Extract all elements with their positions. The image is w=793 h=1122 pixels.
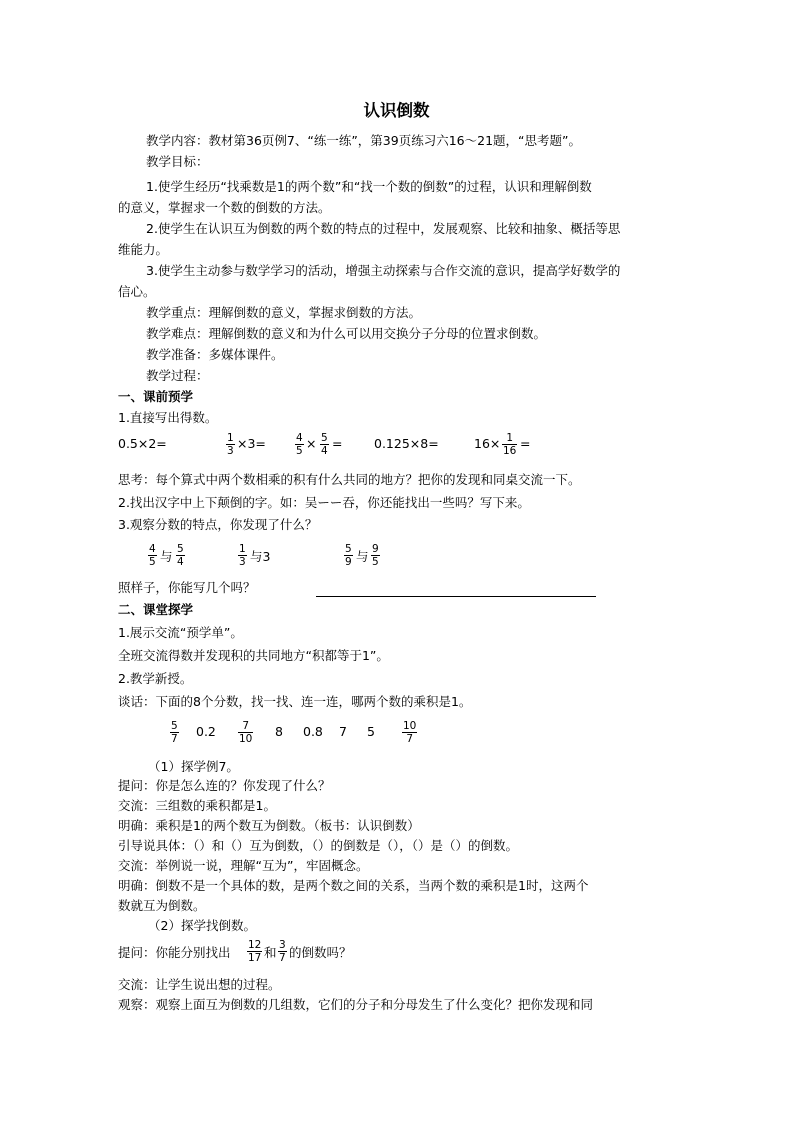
numerator: 3 <box>279 939 286 951</box>
denominator: 5 <box>149 556 156 568</box>
question-3: 3.观察分数的特点，你发现了什么？ <box>118 517 318 532</box>
number-item: 7 <box>339 724 347 739</box>
step-2: 2.教学新授。 <box>118 671 193 686</box>
key-point: 教学重点：理解倒数的意义，掌握求倒数的方法。 <box>146 305 422 320</box>
difficult-point: 教学难点：理解倒数的意义和为什么可以用交换分子分母的位置求倒数。 <box>146 326 547 341</box>
numerator: 1 <box>239 543 246 555</box>
denominator: 3 <box>227 445 234 457</box>
goal-2-line-2: 维能力。 <box>118 242 169 257</box>
denominator: 17 <box>248 952 262 964</box>
number-item <box>170 720 179 745</box>
numerator: 5 <box>177 543 184 555</box>
question-1: 1.直接写出得数。 <box>118 410 218 425</box>
denominator: 7 <box>279 952 286 964</box>
goal-3-line-1: 3.使学生主动参与数学学习的活动，增强主动探索与合作交流的意识，提高学好数学的 <box>146 263 621 278</box>
clarify-2-line-2: 数就互为倒数。 <box>118 898 206 913</box>
teaching-content: 教学内容：教材第36页例7、“练一练”，第39页练习六16～21题，“思考题”。 <box>146 133 581 148</box>
calc-equals: = <box>332 436 343 451</box>
goal-3-line-2: 信心。 <box>118 284 156 299</box>
pair-fraction <box>344 543 353 568</box>
number-item <box>238 720 253 745</box>
step-1-note: 全班交流得数并发现积的共同地方“积都等于1”。 <box>118 648 389 663</box>
number-item: 0.2 <box>196 724 216 739</box>
denominator: 10 <box>239 733 253 745</box>
goal-1-line-1: 1.使学生经历“找乘数是1的两个数”和“找一个数的倒数”的过程，认识和理解倒数 <box>146 179 592 194</box>
teaching-prep: 教学准备：多媒体课件。 <box>146 347 284 362</box>
number-item: 8 <box>275 724 283 739</box>
question-2: 2.找出汉字中上下颠倒的字。如：吴ーー吞，你还能找出一些吗？写下来。 <box>118 495 530 510</box>
pair-fraction <box>371 543 380 568</box>
numerator: 5 <box>321 432 328 444</box>
denominator: 16 <box>503 445 517 457</box>
number-item: 5 <box>367 724 375 739</box>
calc-operator: × <box>306 436 317 451</box>
calc-fraction <box>295 432 304 457</box>
exchange-2: 交流：举例说一说，理解“互为”，牢固概念。 <box>118 858 369 873</box>
denominator: 5 <box>296 445 303 457</box>
calc-expr-5-head: 16× <box>474 436 501 451</box>
example-7: （1）探学例7。 <box>148 759 239 774</box>
pair-fraction <box>238 543 247 568</box>
numerator: 5 <box>171 720 178 732</box>
calc-expr-2-tail: ×3= <box>237 436 266 451</box>
observe-prompt: 观察：观察上面互为倒数的几组数，它们的分子和分母发生了什么变化？把你发现和同 <box>118 997 594 1012</box>
question-ask-1: 提问：你是怎么连的？你发现了什么？ <box>118 778 331 793</box>
denominator: 9 <box>345 556 352 568</box>
calc-fraction <box>320 432 329 457</box>
exchange-3: 交流：让学生说出想的过程。 <box>118 977 281 992</box>
numerator: 4 <box>296 432 303 444</box>
denominator: 4 <box>321 445 328 457</box>
numerator: 7 <box>242 720 250 732</box>
denominator: 7 <box>406 733 414 745</box>
numerator: 12 <box>248 939 262 951</box>
goals-heading: 教学目标： <box>146 154 209 169</box>
numerator: 9 <box>372 543 379 555</box>
question-ask-2-tail: 的倒数吗？ <box>289 945 352 960</box>
step-1: 1.展示交流“预学单”。 <box>118 625 243 640</box>
calc-expr-4: 0.125×8= <box>374 436 439 451</box>
talk-prompt: 谈话：下面的8个分数，找一找、连一连，哪两个数的乘积是1。 <box>118 694 472 709</box>
pair-fraction <box>176 543 185 568</box>
guide-prompt: 引导说具体：（）和（）互为倒数，（）的倒数是（），（）是（）的倒数。 <box>118 838 519 853</box>
numerator: 4 <box>149 543 156 555</box>
find-reciprocal: （2）探学找倒数。 <box>148 918 256 933</box>
denominator: 7 <box>171 733 178 745</box>
calc-expr-1: 0.5×2= <box>118 436 167 451</box>
pair-connector: 与3 <box>250 549 271 564</box>
calc-fraction <box>502 432 517 457</box>
ask-fraction <box>247 939 262 964</box>
page-title: 认识倒数 <box>363 101 430 120</box>
answer-underline <box>316 596 596 597</box>
calc-equals: = <box>520 436 531 451</box>
section-2-heading: 二、课堂探学 <box>118 602 194 617</box>
clarify-2-line-1: 明确：倒数不是一个具体的数，是两个数之间的关系，当两个数的乘积是1时，这两个 <box>118 878 589 893</box>
imitate-prompt: 照样子，你能写几个吗？ <box>118 580 256 595</box>
teaching-process: 教学过程： <box>146 368 209 383</box>
numerator: 10 <box>403 720 417 732</box>
pair-fraction <box>148 543 157 568</box>
denominator: 3 <box>239 556 246 568</box>
denominator: 5 <box>372 556 379 568</box>
denominator: 4 <box>177 556 184 568</box>
section-1-heading: 一、课前预学 <box>118 389 194 404</box>
exchange-1: 交流：三组数的乘积都是1。 <box>118 798 276 813</box>
calc-fraction <box>226 432 235 457</box>
number-item: 0.8 <box>303 724 323 739</box>
goal-1-line-2: 的意义，掌握求一个数的倒数的方法。 <box>118 200 331 215</box>
numerator: 5 <box>345 543 352 555</box>
number-item <box>402 720 417 745</box>
pair-connector: 与 <box>160 549 173 564</box>
ask-fraction <box>278 939 287 964</box>
question-ask-2-head: 提问：你能分别找出 <box>118 945 231 960</box>
question-ask-2-mid: 和 <box>264 945 277 960</box>
goal-2-line-1: 2.使学生在认识互为倒数的两个数的特点的过程中，发展观察、比较和抽象、概括等思 <box>146 221 621 236</box>
think-prompt: 思考：每个算式中两个数相乘的积有什么共同的地方？把你的发现和同桌交流一下。 <box>118 472 581 487</box>
pair-connector: 与 <box>356 549 369 564</box>
numerator: 1 <box>227 432 234 444</box>
clarify-1: 明确：乘积是1的两个数互为倒数。（板书：认识倒数） <box>118 818 420 833</box>
numerator: 1 <box>506 432 514 444</box>
